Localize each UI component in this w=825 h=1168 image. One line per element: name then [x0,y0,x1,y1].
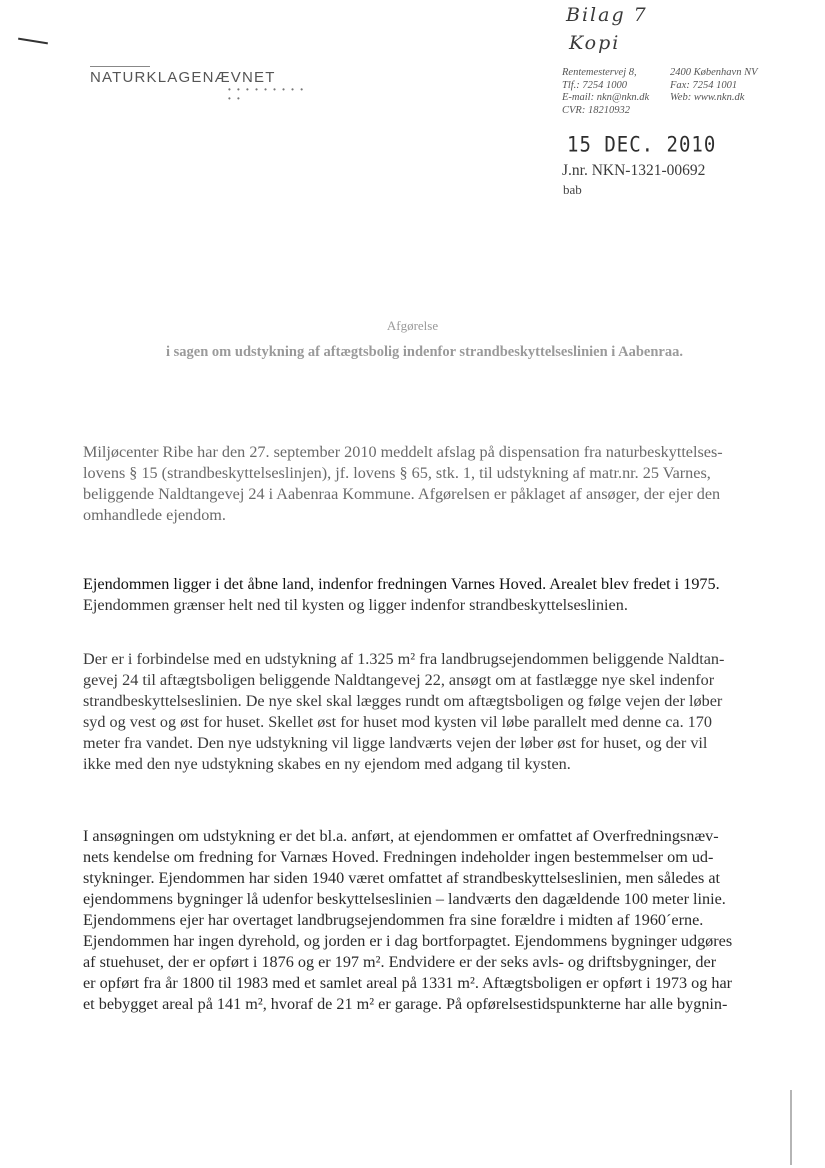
text-line: strandbeskyttelseslinien. De nye skel skal lægges rundt om aftægtsboligen og følge vejen der løber [83,692,723,710]
handwritten-annotation: Bilag 7 [566,4,648,26]
journal-number: J.nr. NKN-1321-00692 [562,162,706,179]
handwritten-annotation-kopi: Kopi [569,32,621,54]
web-line: Web: www.nkn.dk [670,92,745,103]
text-line: stykninger. Ejendommen har siden 1940 været omfattet af strandbeskyttelseslinien, men således at [83,869,721,887]
logo [90,66,310,103]
text-line: Ejendommens ejer har overtaget landbrugsejendommen fra sine forældre i midten af 1960´erne. [83,911,704,929]
scan-margin-mark [790,1090,792,1165]
document-title: Afgørelse [386,318,439,333]
text-line: omhandlede ejendom. [83,506,226,524]
logo-rule [90,66,150,67]
text-line: Miljøcenter Ribe har den 27. september 2010 meddelt afslag på dispensation fra naturbeskyttelses- [83,443,723,461]
paragraph-1 [83,442,759,526]
text-line: Ejendommen grænser helt ned til kysten og ligger indenfor strandbeskyttelseslinien. [83,596,628,614]
text-line: er opført fra år 1800 til 1983 med et samlet areal på 1331 m². Aftægtsboligen er opført i 1973 og har [83,974,733,992]
text-line: Ejendommen ligger i det åbne land, indenfor fredningen Varnes Hoved. Arealet blev fredet i 1975. [83,575,720,593]
text-line: et bebygget areal på 141 m², hvoraf de 21 m² er garage. På opførelsestidspunkterne har alle bygnin- [83,995,728,1013]
text-line: ikke med den nye udstykning skabes en ny ejendom med adgang til kysten. [83,755,571,773]
text-line: beliggende Naldtangevej 24 i Aabenraa Kommune. Afgørelsen er påklaget af ansøger, der ejer den [83,485,721,503]
text-line: I ansøgningen om udstykning er det bl.a. anført, at ejendommen er omfattet af Overfredningsnæv- [83,827,719,845]
paragraph-2 [83,574,759,616]
fax-line: Fax: 7254 1001 [670,79,738,91]
text-line: syd og vest og øst for huset. Skellet øst for huset mod kysten vil løbe parallelt med denne ca. 170 [83,713,712,731]
cvr-line: CVR: 18210932 [562,104,630,116]
text-line: af stuehuset, der er opført i 1876 og er 197 m². Endvidere er der seks avls- og driftsbygninger, der [83,953,717,971]
city-line: 2400 København NV [670,67,758,78]
contact-block [562,67,758,117]
address-line: Rentemestervej 8, [562,67,637,78]
phone-line: Tlf.: 7254 1000 [562,79,628,91]
email-line: E-mail: nkn@nkn.dk [562,92,650,103]
logo-text: NATURKLAGENÆVNET [90,69,276,86]
paragraph-4 [83,826,759,1015]
text-line: lovens § 15 (strandbeskyttelseslinjen), jf. lovens § 65, stk. 1, til udstykning af matr.nr. 25 Varnes, [83,464,711,482]
text-line: Der er i forbindelse med en udstykning af 1.325 m² fra landbrugsejendommen beliggende Naldtan- [83,650,725,668]
text-line: nets kendelse om fredning for Varnæs Hoved. Fredningen indeholder ingen bestemmelser om ud- [83,848,714,866]
text-line: gevej 24 til aftægtsboligen beliggende Naldtangevej 22, ansøgt om at fastlægge nye skel indenfor [83,671,715,689]
text-line: Ejendommen har ingen dyrehold, og jorden er i dag bortforpagtet. Ejendommens bygninger udgøres [83,932,733,950]
date-stamp: 15 DEC. 2010 [567,132,717,158]
paragraph-3 [83,649,759,775]
text-line: meter fra vandet. Den nye udstykning vil ligge landværts vejen der løber øst for huset, og der vil [83,734,708,752]
text-line: ejendommens bygninger lå udenfor beskyttelseslinien – landværts den dagældende 100 meter linie. [83,890,726,908]
document-subtitle: i sagen om udstykning af aftægtsbolig indenfor strandbeskyttelseslinien i Aabenraa. [166,344,683,360]
case-handler-initials: bab [563,182,582,197]
pen-mark [18,38,48,45]
logo-dots: • • • • • • • • • • • [228,85,305,103]
